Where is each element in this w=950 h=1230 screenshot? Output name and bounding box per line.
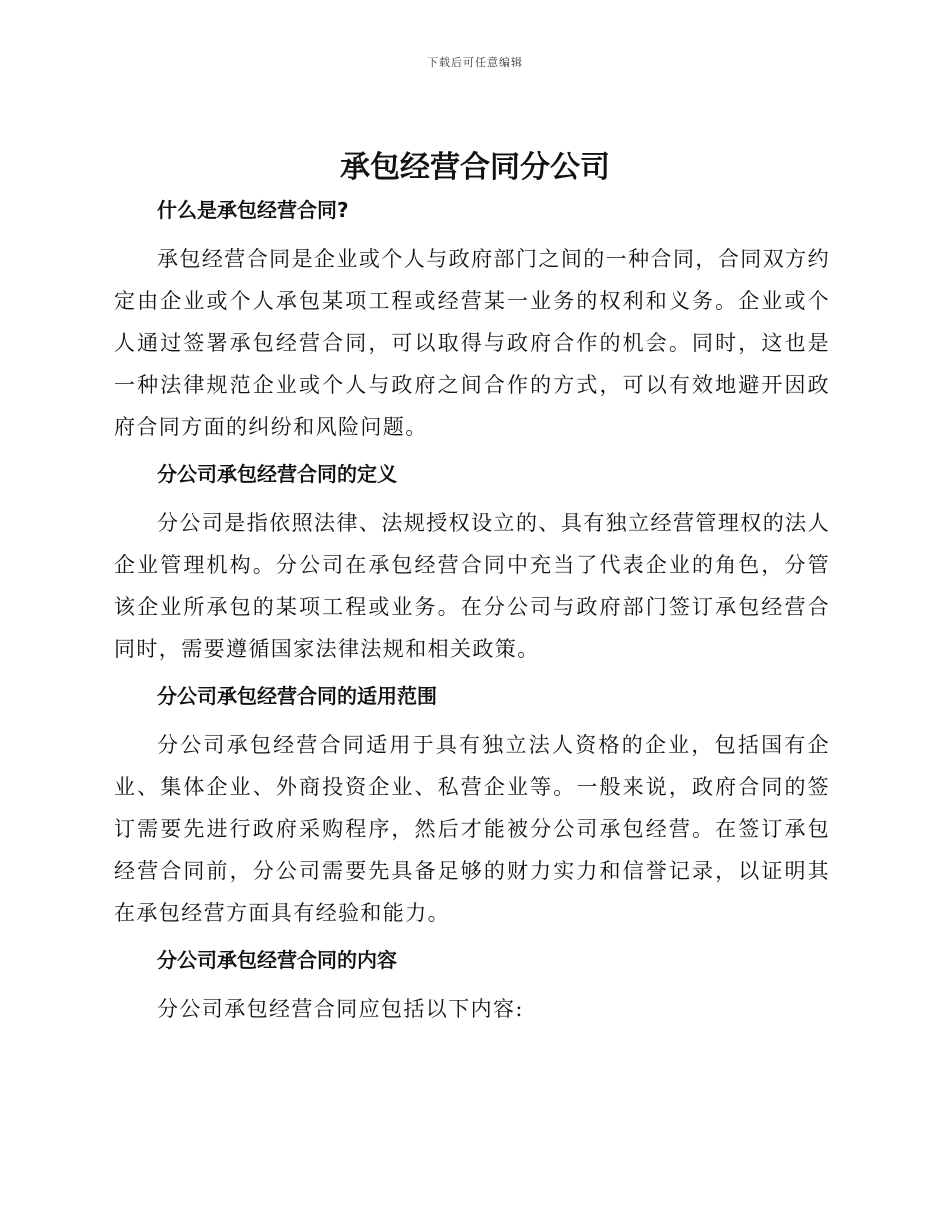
- section-heading-scope: 分公司承包经营合同的适用范围: [157, 684, 437, 708]
- section-heading-definition: 分公司承包经营合同的定义: [157, 462, 397, 486]
- section-paragraph-what-is: 承包经营合同是企业或个人与政府部门之间的一种合同，合同双方约定由企业或个人承包某项工程或经营某一业务的权利和义务。企业或个人通过签署承包经营合同，可以取得与政府合作的机会。同时，这也是一种法律规范企业或个人与政府之间合作的方式，可以有效地避开因政府合同方面的纠纷和风险问题。: [114, 247, 830, 439]
- document-title: 承包经营合同分公司: [340, 150, 610, 185]
- document-body: [114, 194, 830, 1030]
- section-paragraph-scope: 分公司承包经营合同适用于具有独立法人资格的企业，包括国有企业、集体企业、外商投资企业、私营企业等。一般来说，政府合同的签订需要先进行政府采购程序，然后才能被分公司承包经营。在签订承包经营合同前，分公司需要先具备足够的财力实力和信誉记录，以证明其在承包经营方面具有经验和能力。: [114, 733, 830, 925]
- section-paragraph-contents: 分公司承包经营合同应包括以下内容:: [157, 997, 524, 1021]
- section-paragraph-definition: 分公司是指依照法律、法规授权设立的、具有独立经营管理权的法人企业管理机构。分公司在承包经营合同中充当了代表企业的角色，分管该企业所承包的某项工程或业务。在分公司与政府部门签订承包经营合同时，需要遵循国家法律法规和相关政策。: [114, 511, 830, 661]
- section-heading-what-is: 什么是承包经营合同?: [157, 198, 349, 222]
- page-header-note: 下载后可任意编辑: [427, 56, 523, 69]
- section-heading-contents: 分公司承包经营合同的内容: [157, 948, 397, 972]
